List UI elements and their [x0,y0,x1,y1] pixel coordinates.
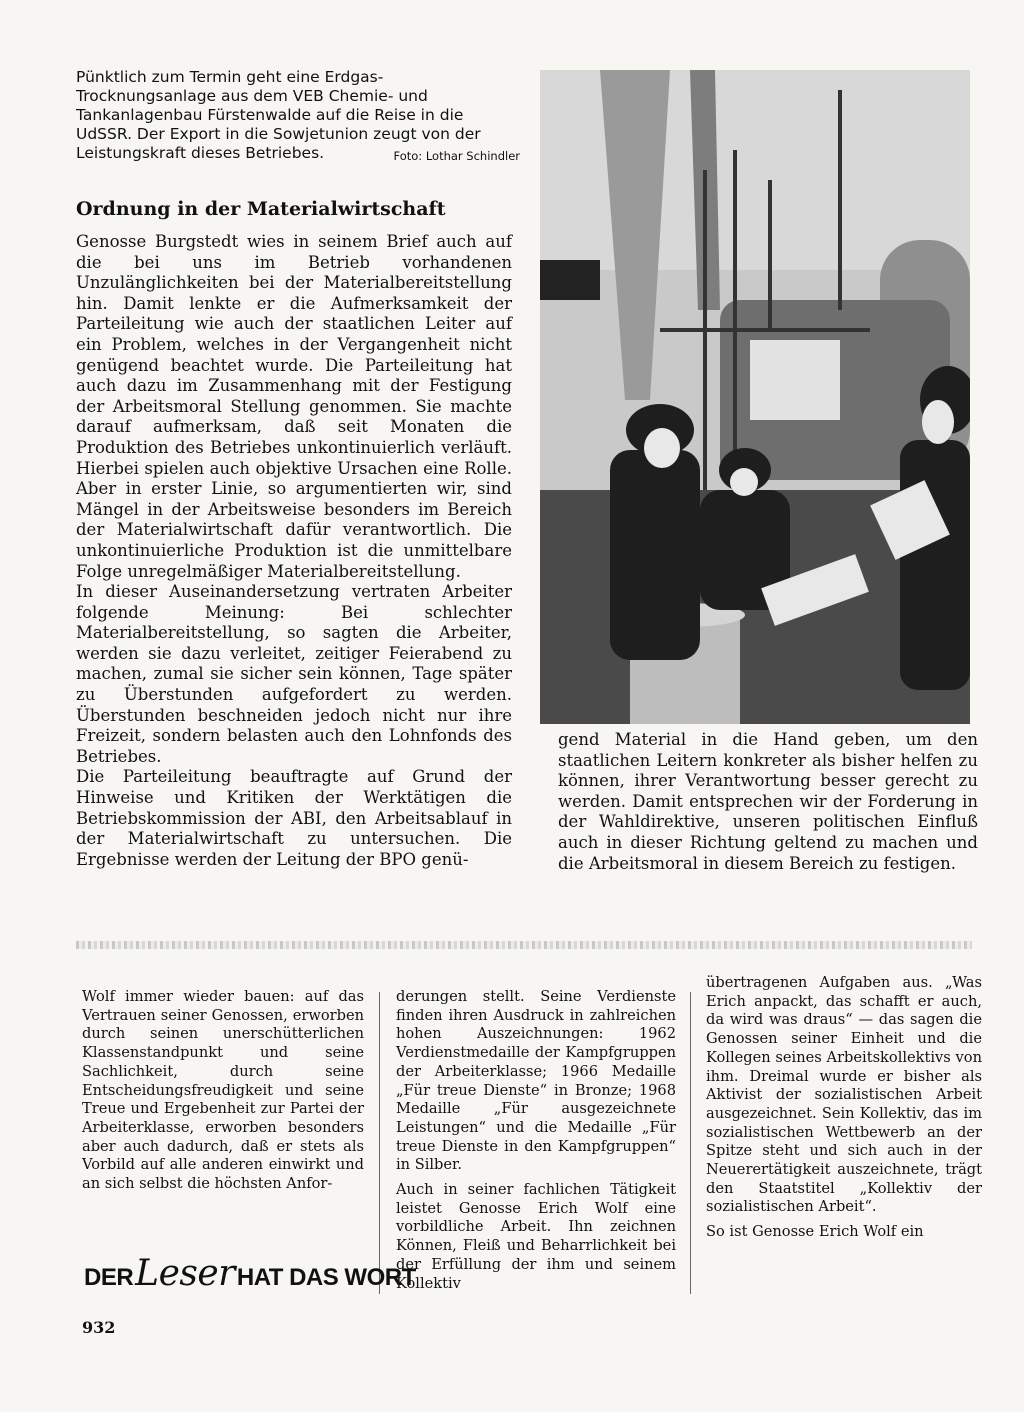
rubric-logo [84,1253,416,1295]
lower-col2-text-a: derungen stellt. Seine Verdienste finden ihren Ausdruck in zahlreichen hohen Auszeichnungen: 1962 Verdienstmedaille der Kampfgruppen der Arbeiterklasse; 1966 Medaille „Für treue Dienste“ in Bronze; 1968 Medaille „Für ausgezeichnete Leistungen“ und die Medaille „Für treue Dienste in den Kampfgruppen“ in Silber. [396,988,676,1174]
column-rule-1 [379,992,380,1294]
logo-script: Leser [135,1253,235,1294]
column-rule-2 [690,992,691,1294]
page-number: 932 [82,1318,116,1337]
article-paragraph-3: Die Parteileitung beauftragte auf Grund der Hinweise und Kritiken der Werktätigen die Betriebskommission der ABI, den Arbeitsablauf in der Materialwirtschaft zu untersuchen. Die Ergebnisse werden der Leitung der BPO genü- [76,767,512,869]
factory-photo-illustration [540,70,970,724]
article-heading: Ordnung in der Materialwirtschaft [76,198,446,220]
article-continuation-text: gend Material in die Hand geben, um den staatlichen Leitern konkreter als bisher helfen zu können, ihrer Verantwortung besser gerecht zu werden. Damit entsprechen wir der Forderung in der Wahldirektive, unseren politischen Einfluß auch in dieser Richtung geltend zu machen und die Arbeitsmoral in diesem Bereich zu festigen. [558,730,978,873]
lower-col1-text: Wolf immer wieder bauen: auf das Vertrauen seiner Genossen, erworben durch seinen unerschütterlichen Klassenstandpunkt und seine Sachlichkeit, durch seine Entscheidungsfreudigkeit und seine Treue und Ergebenheit zur Partei der Arbeiterklasse, erworben besonders aber auch dadurch, daß er stets als Vorbild auf alle anderen einwirkt und an sich selbst die höchsten Anfor- [82,988,364,1193]
logo-part-1: DER [84,1264,134,1291]
article-continuation [558,730,978,874]
article-column-left [76,232,512,870]
lower-column-3 [706,974,982,1242]
section-divider [76,941,972,949]
photo-credit: Foto: Lothar Schindler [393,149,520,163]
factory-photo [540,70,970,724]
article-paragraph-1: Genosse Burgstedt wies in seinem Brief auch auf die bei uns im Betrieb vorhandenen Unzulänglichkeiten bei der Materialbereitstellung hin. Damit lenkte er die Aufmerksamkeit der Parteileitung wie auch der staatlichen Leiter auf ein Problem, welches in der Vergangenheit nicht genügend beachtet wurde. Die Parteileitung hat auch dazu im Zusammenhang mit der Festigung der Arbeitsmoral Stellung genommen. Sie machte darauf aufmerksam, daß seit Monaten die Produktion des Betriebes unkontinuierlich verläuft. Hierbei spielen auch objektive Ursachen eine Rolle. Aber in erster Linie, so argumentierten wir, sind Mängel in der Arbeitsweise besonders im Bereich der Materialwirtschaft dafür verantwortlich. Die unkontinuierliche Produktion ist die unmittelbare Folge unregelmäßiger Materialbereitstellung. [76,232,512,581]
lower-col2-text-b: Auch in seiner fachlichen Tätigkeit leistet Genosse Erich Wolf eine vorbildliche Arbeit. Ihn zeichnen Können, Fleiß und Beharrlichkeit bei der Erfüllung der ihm und seinem Kollektiv [396,1181,676,1292]
caption-text: Pünktlich zum Termin geht eine Erdgas-Trocknungsanlage aus dem VEB Chemie- und Tankanlagenbau Fürstenwalde auf die Reise in die UdSSR. Der Export in die Sowjetunion zeugt von der Leistungskraft dieses Betriebes. [76,68,481,162]
lower-column-2 [396,988,676,1293]
lower-col3-text-b: So ist Genosse Erich Wolf ein [706,1223,924,1241]
lower-col3-text-a: übertragenen Aufgaben aus. „Was Erich anpackt, das schafft er auch, da wird was draus“ — das sagen die Genossen seiner Einheit und die Kollegen seines Arbeitskollektivs von ihm. Dreimal wurde er bisher als Aktivist der sozialistischen Arbeit ausgezeichnet. Sein Kollektiv, das im sozialistischen Wettbewerb an der Spitze steht und sich auch in der Neuerertätigkeit auszeichnete, trägt den Staatstitel „Kollektiv der sozialistischen Arbeit“. [706,974,982,1216]
photo-caption [76,68,520,166]
article-paragraph-2: In dieser Auseinandersetzung vertraten Arbeiter folgende Meinung: Bei schlechter Materialbereitstellung, so sagten die Arbeiter, werden sie dazu verleitet, zeitiger Feierabend zu machen, zumal sie sicher sein können, Tage später zu Überstunden aufgefordert zu werden. Überstunden beschneiden jedoch nicht nur ihre Freizeit, sondern belasten auch den Lohnfonds des Betriebes. [76,582,512,766]
lower-column-1 [82,988,364,1194]
logo-part-2: HAT DAS WORT [236,1264,416,1291]
